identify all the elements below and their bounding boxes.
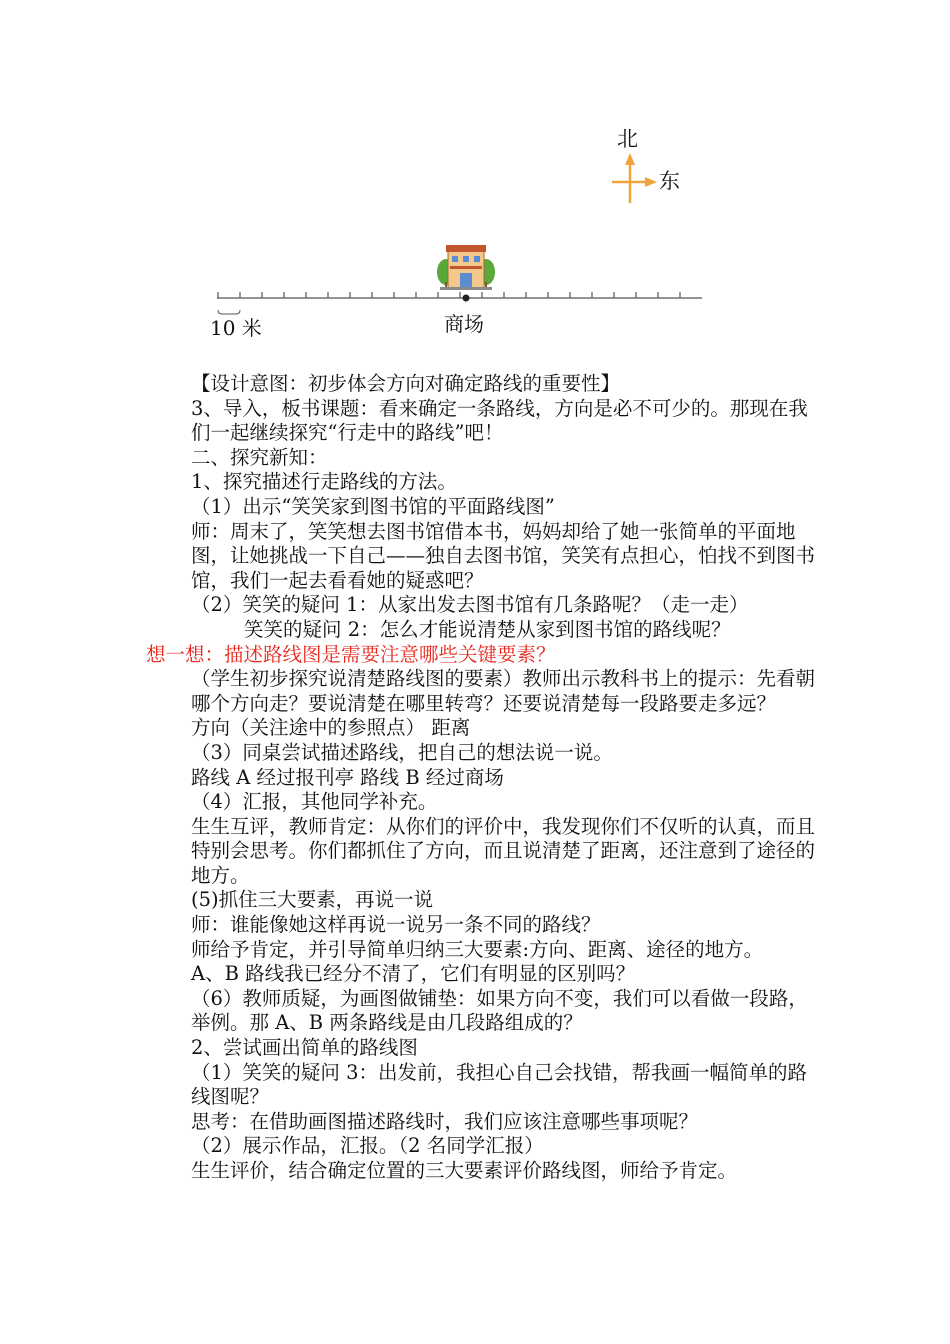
figure-drawing — [0, 0, 950, 360]
text-paragraph: 二、探究新知： — [191, 445, 328, 469]
lesson-text — [146, 372, 826, 1184]
text-paragraph: 思考：在借助画图描述路线时，我们应该注意哪些事项呢？ — [191, 1109, 699, 1133]
mall-point — [463, 295, 470, 302]
text-paragraph: （2）展示作品，汇报。（2 名同学汇报） — [191, 1134, 544, 1158]
text-paragraph: 路线 A 经过报刊亭 路线 B 经过商场 — [191, 765, 504, 789]
text-paragraph: （1）出示“笑笑家到图书馆的平面路线图” — [191, 494, 555, 518]
text-paragraph: （3）同桌尝试描述路线，把自己的想法说一说。 — [191, 740, 613, 764]
text-paragraph: 师给予肯定，并引导简单归纳三大要素:方向、距离、途径的地方。 — [191, 937, 764, 961]
mall-label: 商场 — [444, 312, 484, 336]
text-paragraph: （4）汇报，其他同学补充。 — [191, 790, 438, 814]
compass-icon — [612, 153, 657, 203]
text-paragraph: 方向（关注途中的参照点） 距离 — [191, 716, 471, 740]
scale-label: 10 米 — [210, 316, 262, 340]
text-paragraph: (5)抓住三大要素，再说一说 — [191, 888, 434, 912]
text-paragraph: 【设计意图：初步体会方向对确定路线的重要性】 — [191, 372, 621, 395]
text-paragraph: 想一想：描述路线图是需要注意哪些关键要素？ — [146, 642, 556, 666]
text-paragraph: A、B 路线我已经分不清了，它们有明显的区别吗？ — [191, 962, 636, 986]
north-label: 北 — [617, 127, 638, 151]
scale-line — [217, 292, 702, 314]
route-figure — [0, 0, 950, 360]
east-label: 东 — [659, 169, 680, 193]
text-paragraph: 师：周末了，笑笑想去图书馆借本书，妈妈却给了她一张简单的平面地图，让她挑战一下自己——独自去图书馆，笑笑有点担心，怕找不到图书馆，我们一起去看看她的疑惑吧？ — [191, 519, 816, 592]
text-paragraph: （学生初步探究说清楚路线图的要素）教师出示教科书上的提示：先看朝哪个方向走？要说清楚在哪里转弯？还要说清楚每一段路要走多远？ — [191, 667, 816, 715]
text-paragraph: 2、尝试画出简单的路线图 — [191, 1036, 418, 1060]
text-paragraph: （1）笑笑的疑问 3：出发前，我担心自己会找错，帮我画一幅简单的路线图呢？ — [191, 1060, 808, 1109]
mall-building-icon — [437, 245, 495, 290]
text-paragraph: （2）笑笑的疑问 1：从家出发去图书馆有几条路呢？（走一走） — [191, 593, 749, 617]
text-paragraph: 1、探究描述行走路线的方法。 — [191, 470, 457, 494]
text-paragraph: 生生互评，教师肯定：从你们的评价中，我发现你们不仅听的认真，而且特别会思考。你们都抓住了方向，而且说清楚了距离，还注意到了途径的地方。 — [191, 814, 816, 887]
text-paragraph: 生生评价，结合确定位置的三大要素评价路线图，师给予肯定。 — [191, 1159, 738, 1182]
text-paragraph: 3、导入，板书课题：看来确定一条路线，方向是必不可少的。那现在我们一起继续探究“行走中的路线”吧！ — [191, 396, 808, 445]
text-paragraph: 师：谁能像她这样再说一说另一条不同的路线？ — [191, 913, 601, 937]
text-paragraph: 笑笑的疑问 2：怎么才能说清楚从家到图书馆的路线呢？ — [244, 617, 731, 641]
scale-bracket — [218, 310, 240, 314]
text-paragraph: （6）教师质疑，为画图做铺垫：如果方向不变，我们可以看做一段路，举例。那 A、B 两条路线是由几段路组成的？ — [191, 986, 808, 1035]
